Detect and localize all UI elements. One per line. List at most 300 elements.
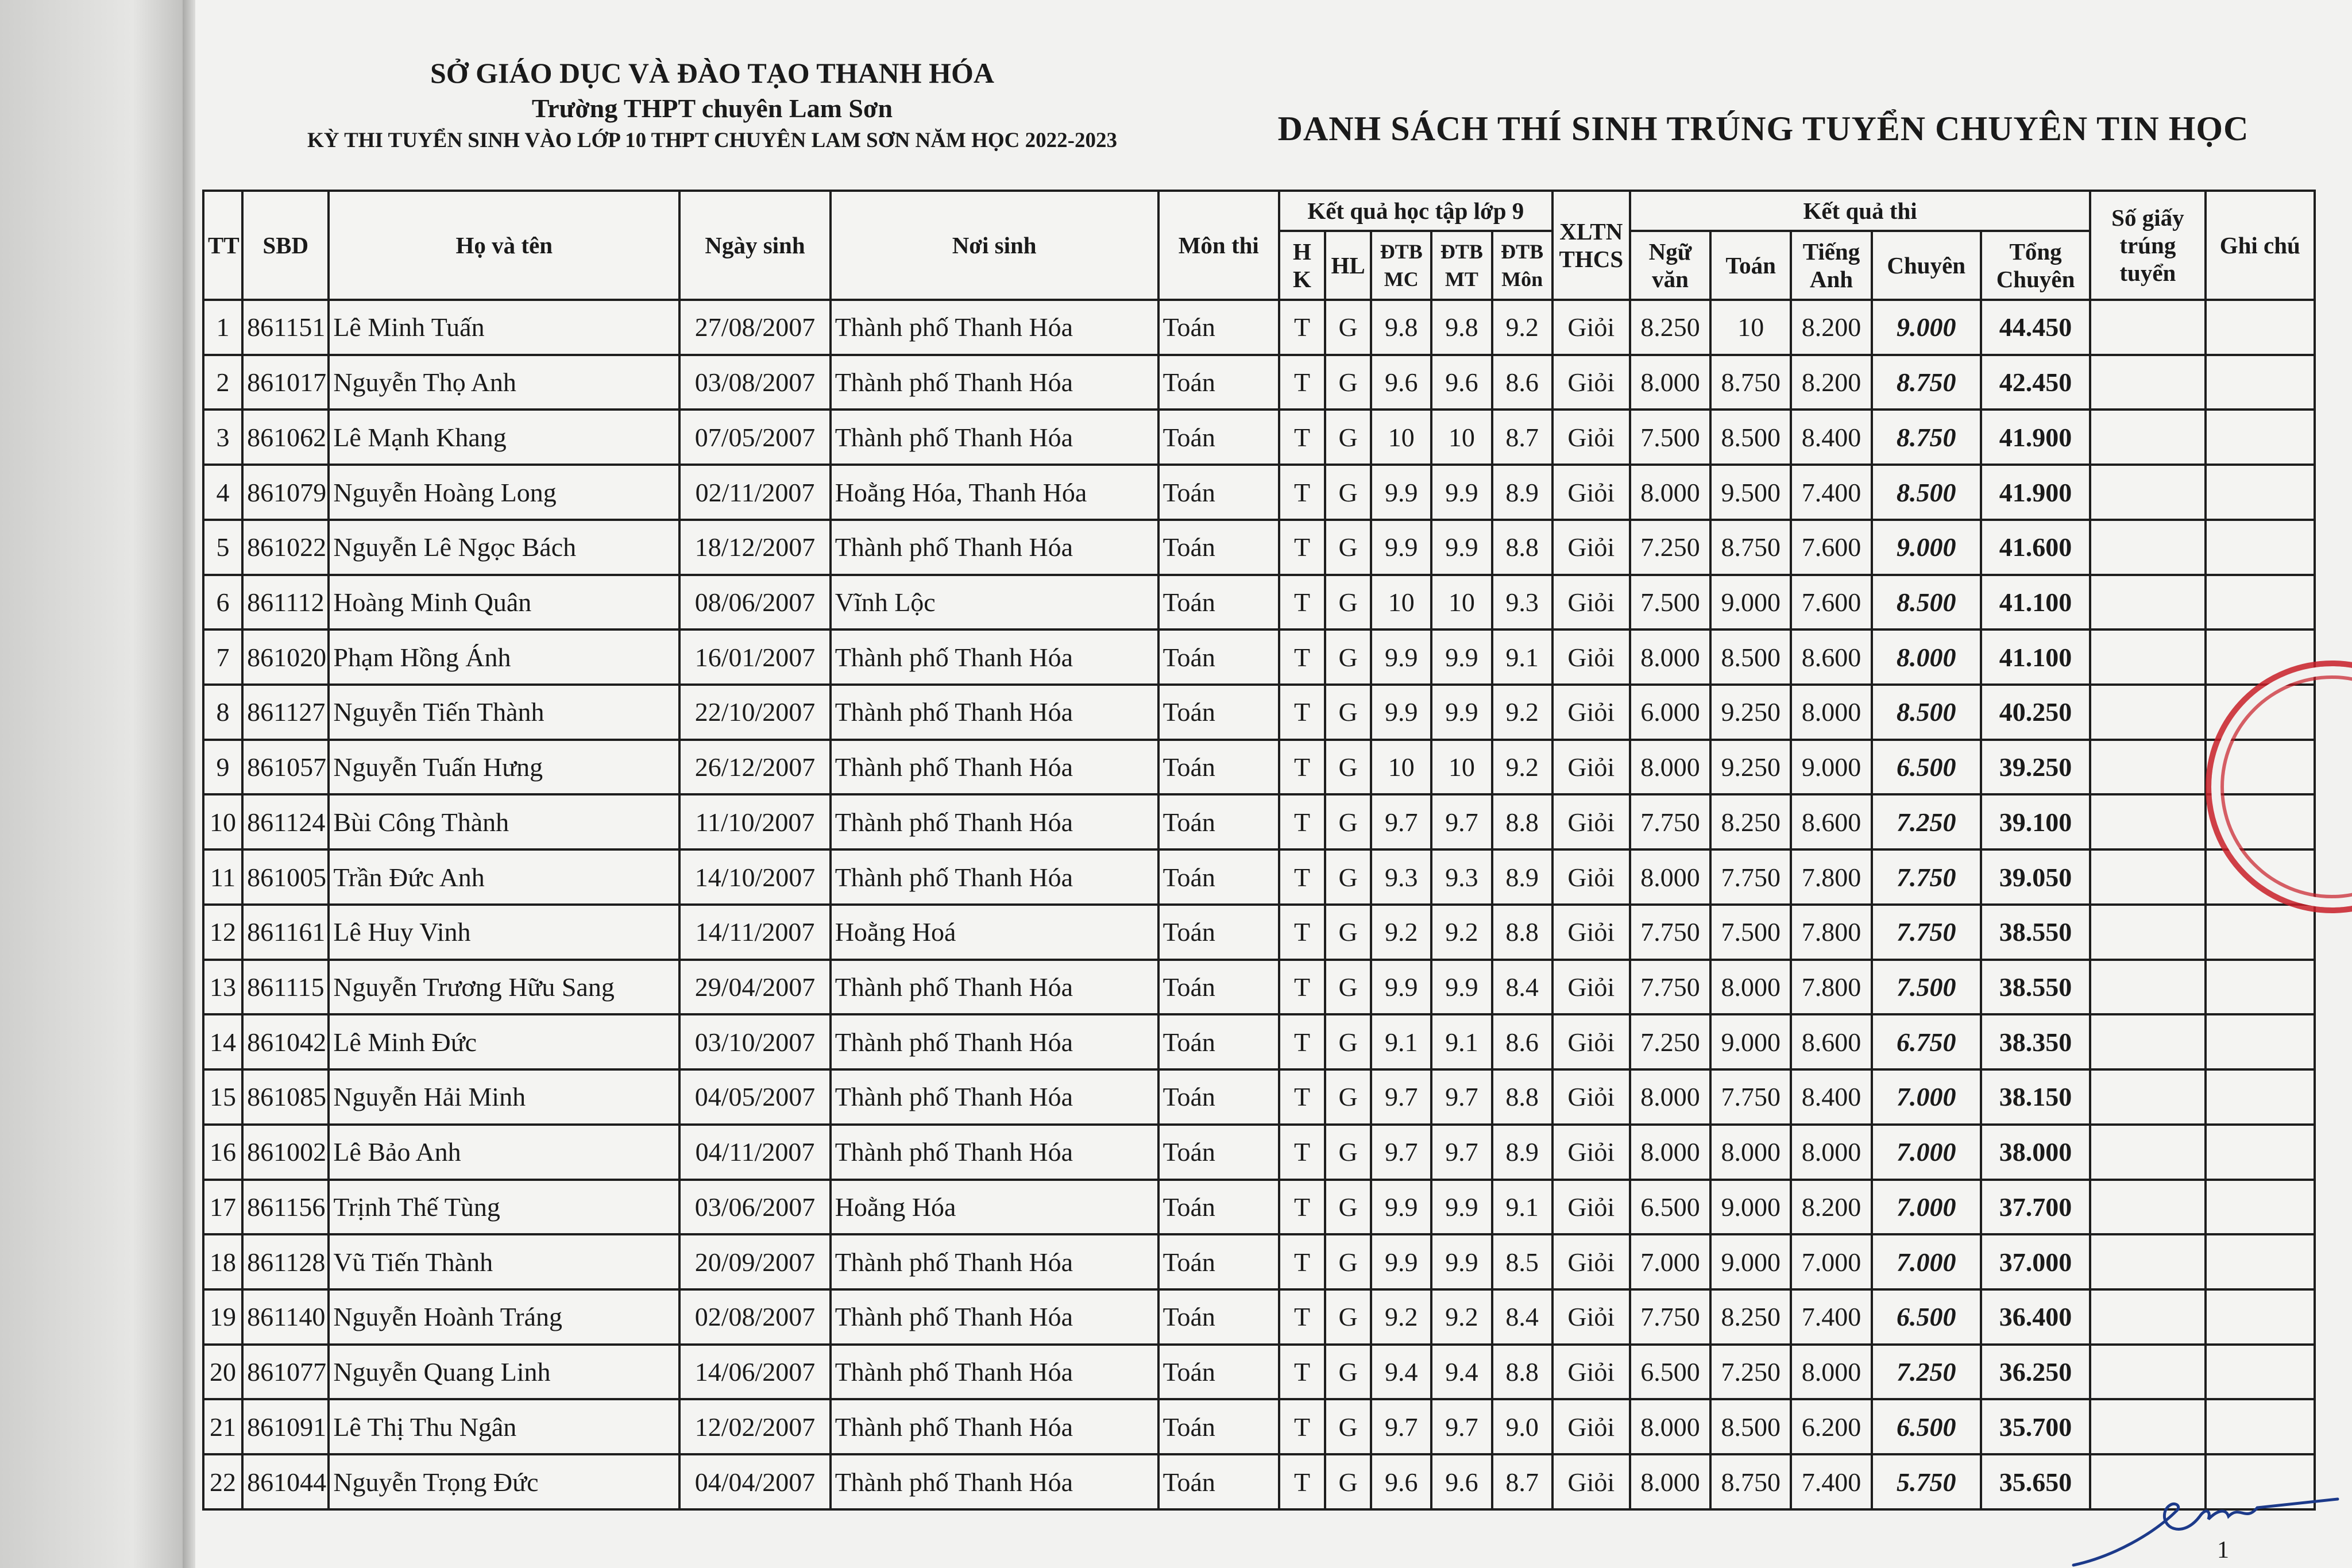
cell-mt: 9.7 [1431,1069,1492,1125]
cell-subject: Toán [1158,300,1279,355]
cell-name: Trần Đức Anh [329,849,679,905]
cell-mon: 8.9 [1492,465,1552,520]
cell-hl: G [1325,1289,1371,1345]
cell-hk: T [1279,849,1325,905]
cell-cert [2090,575,2205,630]
cell-xl: Giỏi [1552,355,1630,410]
cell-anh: 7.000 [1791,1234,1871,1289]
cell-xl: Giỏi [1552,905,1630,960]
cell-place: Thành phố Thanh Hóa [831,410,1158,465]
cell-hk: T [1279,300,1325,355]
cell-place: Hoằng Hóa, Thanh Hóa [831,465,1158,520]
cell-mc: 9.7 [1371,1399,1431,1454]
cell-place: Thành phố Thanh Hóa [831,300,1158,355]
cell-mt: 9.9 [1431,960,1492,1015]
cell-xl: Giỏi [1552,1069,1630,1125]
cell-chuyen: 6.500 [1872,1289,1981,1345]
cell-subject: Toán [1158,355,1279,410]
cell-hk: T [1279,410,1325,465]
cell-van: 6.500 [1630,1180,1710,1235]
cell-mc: 9.9 [1371,685,1431,740]
cell-sbd: 861156 [242,1180,329,1235]
cell-mon: 8.9 [1492,1125,1552,1180]
cell-van: 8.000 [1630,740,1710,795]
cell-toan: 7.500 [1710,905,1791,960]
cell-note [2206,1180,2315,1235]
header-english: Tiếng Anh [1791,231,1871,300]
cell-tt: 20 [203,1345,242,1400]
cell-anh: 8.400 [1791,410,1871,465]
cell-mc: 9.9 [1371,1180,1431,1235]
cell-tong: 39.250 [1981,740,2090,795]
table-row [203,520,2315,575]
header-grade9-group: Kết quả học tập lớp 9 [1279,191,1552,231]
cell-mc: 9.9 [1371,629,1431,685]
cell-hl: G [1325,685,1371,740]
cell-tong: 36.250 [1981,1345,2090,1400]
cell-van: 8.000 [1630,1125,1710,1180]
cell-mc: 10 [1371,410,1431,465]
cell-hk: T [1279,1125,1325,1180]
cell-tt: 13 [203,960,242,1015]
cell-cert [2090,905,2205,960]
cell-mon: 9.0 [1492,1399,1552,1454]
cell-tong: 38.000 [1981,1125,2090,1180]
cell-subject: Toán [1158,1014,1279,1069]
left-page-edge [0,0,190,1568]
cell-mon: 9.2 [1492,740,1552,795]
table-row [203,410,2315,465]
cell-anh: 8.600 [1791,629,1871,685]
cell-mc: 10 [1371,575,1431,630]
cell-chuyen: 8.500 [1872,465,1981,520]
cell-anh: 6.200 [1791,1399,1871,1454]
cell-place: Thành phố Thanh Hóa [831,355,1158,410]
cell-dob: 27/08/2007 [679,300,830,355]
header-hl: HL [1325,231,1371,300]
cell-mc: 9.9 [1371,960,1431,1015]
cell-cert [2090,1234,2205,1289]
table-row [203,685,2315,740]
cell-tong: 41.100 [1981,575,2090,630]
cell-hl: G [1325,740,1371,795]
cell-xl: Giỏi [1552,740,1630,795]
cell-van: 8.250 [1630,300,1710,355]
cell-sbd: 861085 [242,1069,329,1125]
cell-tong: 41.900 [1981,465,2090,520]
cell-xl: Giỏi [1552,629,1630,685]
cell-note [2206,1069,2315,1125]
cell-van: 8.000 [1630,1069,1710,1125]
cell-toan: 10 [1710,300,1791,355]
cell-anh: 7.600 [1791,575,1871,630]
cell-hl: G [1325,410,1371,465]
cell-hk: T [1279,1180,1325,1235]
cell-tt: 9 [203,740,242,795]
cell-van: 7.750 [1630,1289,1710,1345]
cell-name: Lê Mạnh Khang [329,410,679,465]
cell-mon: 9.2 [1492,685,1552,740]
cell-note [2206,905,2315,960]
cell-subject: Toán [1158,1125,1279,1180]
cell-dob: 03/08/2007 [679,355,830,410]
cell-chuyen: 7.000 [1872,1125,1981,1180]
header-dob: Ngày sinh [679,191,830,300]
cell-chuyen: 7.000 [1872,1234,1981,1289]
cell-place: Hoằng Hóa [831,1180,1158,1235]
cell-name: Lê Huy Vinh [329,905,679,960]
table-row [203,355,2315,410]
cell-cert [2090,1180,2205,1235]
header-cert-no: Số giấy trúng tuyển [2090,191,2205,300]
cell-hl: G [1325,794,1371,849]
header-dtb-mc: ĐTB MC [1371,231,1431,300]
cell-hl: G [1325,849,1371,905]
exam-name: KỲ THI TUYỂN SINH VÀO LỚP 10 THPT CHUYÊN LAM SƠN NĂM HỌC 2022-2023 [307,129,1117,152]
cell-van: 8.000 [1630,849,1710,905]
cell-tt: 14 [203,1014,242,1069]
cell-tong: 41.600 [1981,520,2090,575]
cell-van: 7.750 [1630,905,1710,960]
cell-tt: 18 [203,1234,242,1289]
cell-hk: T [1279,1399,1325,1454]
cell-mc: 9.9 [1371,520,1431,575]
table-row [203,1180,2315,1235]
cell-van: 8.000 [1630,629,1710,685]
cell-van: 7.250 [1630,520,1710,575]
header-block [253,55,1172,156]
cell-xl: Giỏi [1552,1454,1630,1509]
cell-subject: Toán [1158,1289,1279,1345]
cell-mt: 9.9 [1431,685,1492,740]
cell-mc: 9.2 [1371,1289,1431,1345]
cell-cert [2090,1069,2205,1125]
table-row [203,575,2315,630]
cell-mon: 8.4 [1492,960,1552,1015]
cell-mt: 9.2 [1431,1289,1492,1345]
cell-van: 6.000 [1630,685,1710,740]
cell-dob: 22/10/2007 [679,685,830,740]
cell-mt: 9.1 [1431,1014,1492,1069]
header-hk: H K [1279,231,1325,300]
cell-dob: 20/09/2007 [679,1234,830,1289]
cell-van: 7.750 [1630,794,1710,849]
cell-cert [2090,685,2205,740]
cell-toan: 8.750 [1710,355,1791,410]
cell-mon: 8.6 [1492,1014,1552,1069]
cell-tt: 3 [203,410,242,465]
cell-chuyen: 7.250 [1872,1345,1981,1400]
cell-place: Thành phố Thanh Hóa [831,1399,1158,1454]
cell-cert [2090,1014,2205,1069]
cell-mt: 9.6 [1431,355,1492,410]
cell-van: 7.750 [1630,960,1710,1015]
cell-xl: Giỏi [1552,1289,1630,1345]
cell-note [2206,575,2315,630]
cell-subject: Toán [1158,1234,1279,1289]
cell-note [2206,1399,2315,1454]
cell-dob: 04/11/2007 [679,1125,830,1180]
cell-anh: 9.000 [1791,740,1871,795]
cell-note [2206,410,2315,465]
cell-cert [2090,300,2205,355]
school-name: Trường THPT chuyên Lam Sơn [531,94,893,123]
cell-dob: 02/08/2007 [679,1289,830,1345]
cell-hk: T [1279,794,1325,849]
cell-chuyen: 6.500 [1872,740,1981,795]
cell-subject: Toán [1158,1399,1279,1454]
table-row [203,740,2315,795]
header-specialized: Chuyên [1872,231,1981,300]
cell-mc: 9.9 [1371,1234,1431,1289]
cell-cert [2090,794,2205,849]
cell-dob: 04/05/2007 [679,1069,830,1125]
cell-hl: G [1325,465,1371,520]
cell-chuyen: 7.500 [1872,960,1981,1015]
cell-tt: 7 [203,629,242,685]
cell-mt: 9.8 [1431,300,1492,355]
cell-anh: 8.600 [1791,794,1871,849]
cell-chuyen: 8.750 [1872,355,1981,410]
cell-dob: 26/12/2007 [679,740,830,795]
cell-tong: 36.400 [1981,1289,2090,1345]
cell-name: Vũ Tiến Thành [329,1234,679,1289]
cell-mc: 9.7 [1371,794,1431,849]
cell-sbd: 861151 [242,300,329,355]
cell-xl: Giỏi [1552,849,1630,905]
cell-sbd: 861077 [242,1345,329,1400]
cell-sbd: 861128 [242,1234,329,1289]
cell-note [2206,960,2315,1015]
cell-chuyen: 7.750 [1872,849,1981,905]
header-exam-group: Kết quả thi [1630,191,2090,231]
cell-dob: 16/01/2007 [679,629,830,685]
cell-mc: 9.6 [1371,1454,1431,1509]
cell-tong: 35.700 [1981,1399,2090,1454]
cell-tt: 15 [203,1069,242,1125]
cell-name: Bùi Công Thành [329,794,679,849]
cell-dob: 14/06/2007 [679,1345,830,1400]
cell-anh: 7.800 [1791,960,1871,1015]
cell-mc: 9.2 [1371,905,1431,960]
cell-name: Nguyễn Hoàng Long [329,465,679,520]
cell-place: Thành phố Thanh Hóa [831,960,1158,1015]
cell-mon: 9.1 [1492,1180,1552,1235]
cell-mon: 8.7 [1492,1454,1552,1509]
cell-subject: Toán [1158,575,1279,630]
cell-name: Lê Minh Tuấn [329,300,679,355]
cell-hl: G [1325,1399,1371,1454]
cell-note [2206,1125,2315,1180]
cell-dob: 03/06/2007 [679,1180,830,1235]
cell-dob: 14/11/2007 [679,905,830,960]
cell-tong: 40.250 [1981,685,2090,740]
cell-mt: 9.9 [1431,465,1492,520]
cell-tt: 4 [203,465,242,520]
cell-name: Lê Bảo Anh [329,1125,679,1180]
cell-toan: 9.250 [1710,685,1791,740]
cell-hl: G [1325,520,1371,575]
cell-subject: Toán [1158,1454,1279,1509]
cell-anh: 7.800 [1791,849,1871,905]
page-number: 1 [2217,1537,2229,1563]
cell-hl: G [1325,629,1371,685]
cell-hk: T [1279,905,1325,960]
cell-xl: Giỏi [1552,410,1630,465]
cell-note [2206,300,2315,355]
cell-hl: G [1325,1014,1371,1069]
cell-xl: Giỏi [1552,685,1630,740]
cell-dob: 02/11/2007 [679,465,830,520]
header-dtb-mon: ĐTB Môn [1492,231,1552,300]
cell-hk: T [1279,1014,1325,1069]
cell-anh: 8.400 [1791,1069,1871,1125]
results-table [202,190,2316,1511]
cell-mc: 9.7 [1371,1069,1431,1125]
cell-hk: T [1279,1345,1325,1400]
document-title: DANH SÁCH THÍ SINH TRÚNG TUYỂN CHUYÊN TIN HỌC [1277,110,2249,148]
cell-tong: 37.700 [1981,1180,2090,1235]
cell-cert [2090,355,2205,410]
header-tt: TT [203,191,242,300]
cell-xl: Giỏi [1552,520,1630,575]
cell-cert [2090,960,2205,1015]
cell-hl: G [1325,1454,1371,1509]
cell-tong: 38.550 [1981,905,2090,960]
header-dtb-mt: ĐTB MT [1431,231,1492,300]
cell-anh: 8.000 [1791,685,1871,740]
cell-mt: 9.7 [1431,794,1492,849]
cell-xl: Giỏi [1552,300,1630,355]
cell-hk: T [1279,575,1325,630]
cell-mon: 9.2 [1492,300,1552,355]
cell-chuyen: 8.750 [1872,410,1981,465]
cell-tong: 41.100 [1981,629,2090,685]
cell-name: Nguyễn Trọng Đức [329,1454,679,1509]
cell-hl: G [1325,300,1371,355]
cell-tt: 2 [203,355,242,410]
cell-tt: 6 [203,575,242,630]
cell-chuyen: 6.750 [1872,1014,1981,1069]
cell-chuyen: 7.000 [1872,1069,1981,1125]
cell-toan: 7.750 [1710,1069,1791,1125]
cell-tt: 12 [203,905,242,960]
cell-mc: 9.9 [1371,465,1431,520]
cell-tong: 35.650 [1981,1454,2090,1509]
cell-hl: G [1325,355,1371,410]
cell-subject: Toán [1158,1069,1279,1125]
table-row [203,1454,2315,1509]
cell-hk: T [1279,1289,1325,1345]
cell-subject: Toán [1158,410,1279,465]
cell-xl: Giỏi [1552,1399,1630,1454]
cell-anh: 8.000 [1791,1125,1871,1180]
cell-sbd: 861161 [242,905,329,960]
table-row [203,1125,2315,1180]
cell-xl: Giỏi [1552,1234,1630,1289]
cell-hk: T [1279,1454,1325,1509]
cell-dob: 29/04/2007 [679,960,830,1015]
cell-cert [2090,520,2205,575]
cell-place: Thành phố Thanh Hóa [831,1345,1158,1400]
cell-xl: Giỏi [1552,1014,1630,1069]
cell-xl: Giỏi [1552,794,1630,849]
cell-mc: 9.7 [1371,1125,1431,1180]
cell-sbd: 861140 [242,1289,329,1345]
cell-chuyen: 8.500 [1872,575,1981,630]
table-row [203,629,2315,685]
cell-mt: 9.9 [1431,1180,1492,1235]
cell-subject: Toán [1158,685,1279,740]
cell-note [2206,1234,2315,1289]
cell-toan: 8.750 [1710,520,1791,575]
cell-tt: 19 [203,1289,242,1345]
cell-toan: 8.000 [1710,1125,1791,1180]
cell-hk: T [1279,960,1325,1015]
cell-dob: 12/02/2007 [679,1399,830,1454]
cell-hk: T [1279,355,1325,410]
cell-mt: 9.2 [1431,905,1492,960]
cell-name: Trịnh Thế Tùng [329,1180,679,1235]
cell-sbd: 861062 [242,410,329,465]
cell-mc: 9.8 [1371,300,1431,355]
table-row [203,905,2315,960]
cell-tong: 39.100 [1981,794,2090,849]
cell-subject: Toán [1158,905,1279,960]
table-row [203,1234,2315,1289]
cell-van: 8.000 [1630,1454,1710,1509]
cell-chuyen: 7.750 [1872,905,1981,960]
cell-mon: 8.4 [1492,1289,1552,1345]
cell-sbd: 861020 [242,629,329,685]
cell-van: 7.500 [1630,410,1710,465]
cell-sbd: 861022 [242,520,329,575]
cell-anh: 7.400 [1791,1289,1871,1345]
cell-sbd: 861057 [242,740,329,795]
cell-place: Thành phố Thanh Hóa [831,685,1158,740]
cell-anh: 8.200 [1791,355,1871,410]
cell-van: 8.000 [1630,465,1710,520]
results-body [203,300,2315,1509]
cell-mc: 9.6 [1371,355,1431,410]
cell-note [2206,520,2315,575]
table-row [203,1345,2315,1400]
cell-tt: 5 [203,520,242,575]
cell-van: 7.500 [1630,575,1710,630]
department-name: SỞ GIÁO DỤC VÀ ĐÀO TẠO THANH HÓA [430,57,995,89]
cell-sbd: 861127 [242,685,329,740]
cell-mon: 9.3 [1492,575,1552,630]
cell-hk: T [1279,740,1325,795]
cell-name: Nguyễn Tiến Thành [329,685,679,740]
cell-sbd: 861112 [242,575,329,630]
cell-mc: 9.4 [1371,1345,1431,1400]
cell-toan: 7.250 [1710,1345,1791,1400]
cell-place: Thành phố Thanh Hóa [831,849,1158,905]
cell-tong: 38.350 [1981,1014,2090,1069]
cell-place: Thành phố Thanh Hóa [831,1125,1158,1180]
cell-mc: 10 [1371,740,1431,795]
cell-xl: Giỏi [1552,960,1630,1015]
table-row [203,465,2315,520]
header-name: Họ và tên [329,191,679,300]
cell-cert [2090,1399,2205,1454]
cell-place: Hoằng Hoá [831,905,1158,960]
cell-subject: Toán [1158,849,1279,905]
cell-name: Lê Thị Thu Ngân [329,1399,679,1454]
cell-anh: 8.600 [1791,1014,1871,1069]
cell-hk: T [1279,1234,1325,1289]
